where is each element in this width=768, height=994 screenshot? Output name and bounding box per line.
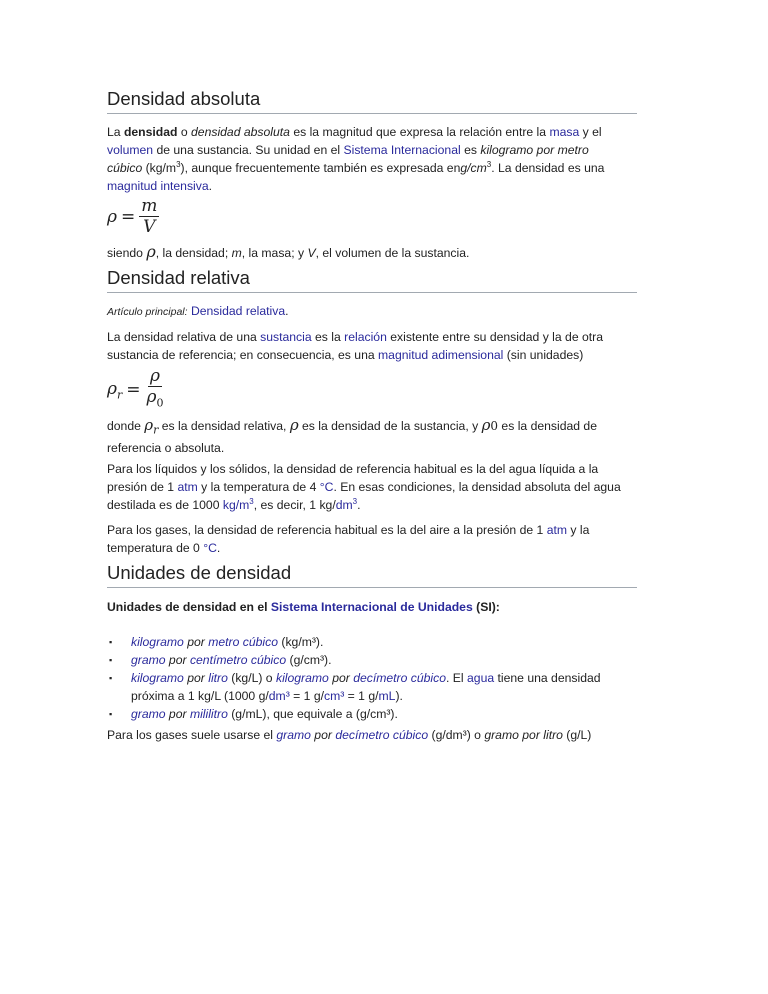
link-litro[interactable]: litro — [208, 671, 228, 685]
link-cm3[interactable]: cm³ — [323, 689, 345, 703]
formula-densidad-relativa: $\rho_r$ = $\frac{\rho}{\rho_0}$ — [107, 366, 164, 410]
link-centimetro-cubico[interactable]: centímetro cúbico — [189, 653, 287, 667]
link-gramo-3[interactable]: gramo — [276, 728, 311, 742]
link-kilogramo-2[interactable]: kilogramo — [131, 671, 184, 685]
formula-densidad: ρ = $\frac{m}{V}$ — [107, 196, 158, 237]
link-atm[interactable]: atm — [177, 480, 198, 494]
link-kilogramo[interactable]: kilogramo — [131, 635, 184, 649]
link-masa[interactable]: masa — [549, 125, 580, 139]
link-grado-celsius[interactable]: °C — [319, 480, 334, 494]
paragraph-absoluta-siendo: siendo ρ, la densidad; m, la masa; y V, el volumen de la sustancia. — [107, 242, 470, 261]
heading-unidades-de-densidad: Unidades de densidad — [107, 562, 637, 588]
paragraph-relativa-liquidos: Para los líquidos y los sólidos, la densidad de referencia habitual es la del agua líquida a la presión de 1 atm y la temperatura de 4 °C. En esas condiciones, la densidad absoluta del agua destilada es de 1000 $kg/m^3$, es decir, 1 $kg/dm^3$. — [107, 462, 621, 512]
link-kilogramo-3[interactable]: kilogramo — [275, 671, 329, 685]
link-metro-cubico[interactable]: metro cúbico — [208, 635, 279, 649]
link-decimetro-cubico-2[interactable]: decímetro cúbico — [335, 728, 429, 742]
paragraph-relativa-donde: donde $\rho_r$ es la densidad relativa, ρ es la densidad de la sustancia, y ρ0 es la densidad de referencia o absoluta. — [107, 416, 597, 456]
link-atm-2[interactable]: atm — [546, 523, 568, 537]
list-item: ▪ gramo por centímetro cúbico (g/cm³). — [109, 653, 332, 667]
link-sustancia[interactable]: sustancia — [260, 330, 312, 344]
heading-densidad-relativa: Densidad relativa — [107, 267, 637, 293]
link-grado-celsius-2[interactable]: °C — [203, 541, 217, 555]
paragraph-relativa-gases: Para los gases, la densidad de referencia habitual es la del aire a la presión de 1 atm y la temperatura de 0 °C. — [107, 523, 590, 555]
main-article-note: Artículo principal: Densidad relativa. — [107, 304, 289, 318]
link-volumen[interactable]: volumen — [107, 143, 154, 157]
link-magnitud-adimensional[interactable]: magnitud adimensional — [378, 348, 504, 362]
link-relacion[interactable]: relación — [344, 330, 387, 344]
list-item: ▪ kilogramo por metro cúbico (kg/m³). — [109, 635, 324, 649]
paragraph-absoluta-intro: La densidad o densidad absoluta es la magnitud que expresa la relación entre la masa y el volumen de una sustancia. Su unidad en el Sistema Internacional es kilogramo por metro cúbico $(kg/m^3)$, aunque frecuentemente también es expresada eng/$cm^3$. La densidad es una magnitud intensiva. — [107, 125, 605, 193]
paragraph-unidades-gases: Para los gases suele usarse el gramo por decímetro cúbico (g/dm³) o gramo por litro (g/L) — [107, 728, 592, 742]
link-dm3[interactable]: $dm^3$ — [335, 496, 358, 512]
subheading-unidades-si: Unidades de densidad en el Sistema Internacional de Unidades (SI): — [107, 600, 500, 614]
units-list — [107, 633, 632, 723]
link-agua[interactable]: agua — [467, 671, 495, 685]
link-mililitro[interactable]: mililitro — [189, 707, 228, 721]
link-decimetro-cubico[interactable]: decímetro cúbico — [353, 671, 447, 685]
heading-densidad-absoluta: Densidad absoluta — [107, 88, 637, 114]
link-kg-m3[interactable]: $kg/m^3$ — [222, 496, 254, 512]
bold-densidad: densidad — [123, 125, 178, 139]
link-gramo-2[interactable]: gramo — [131, 707, 166, 721]
link-gramo[interactable]: gramo — [131, 653, 166, 667]
list-item: ▪ kilogramo por litro (kg/L) o kilogramo por decímetro cúbico. El agua tiene una densidad próxima a 1 kg/L (1000 g/dm³ = 1 g/cm³ = 1 g/mL). — [109, 671, 601, 703]
paragraph-relativa-intro: La densidad relativa de una sustancia es la relación existente entre su densidad y la de otra sustancia de referencia; en consecuencia, es una magnitud adimensional (sin unidades) — [107, 330, 603, 362]
link-sistema-internacional-unidades[interactable]: Sistema Internacional de Unidades — [270, 600, 473, 614]
link-magnitud-intensiva[interactable]: magnitud intensiva — [107, 179, 209, 193]
list-item: ▪ gramo por mililitro (g/mL), que equivale a (g/cm³). — [109, 707, 398, 721]
link-densidad-relativa[interactable]: Densidad relativa — [190, 304, 286, 318]
link-dm3-2[interactable]: dm³ — [268, 689, 290, 703]
link-sistema-internacional[interactable]: Sistema Internacional — [343, 143, 461, 157]
link-ml[interactable]: mL — [378, 689, 396, 703]
